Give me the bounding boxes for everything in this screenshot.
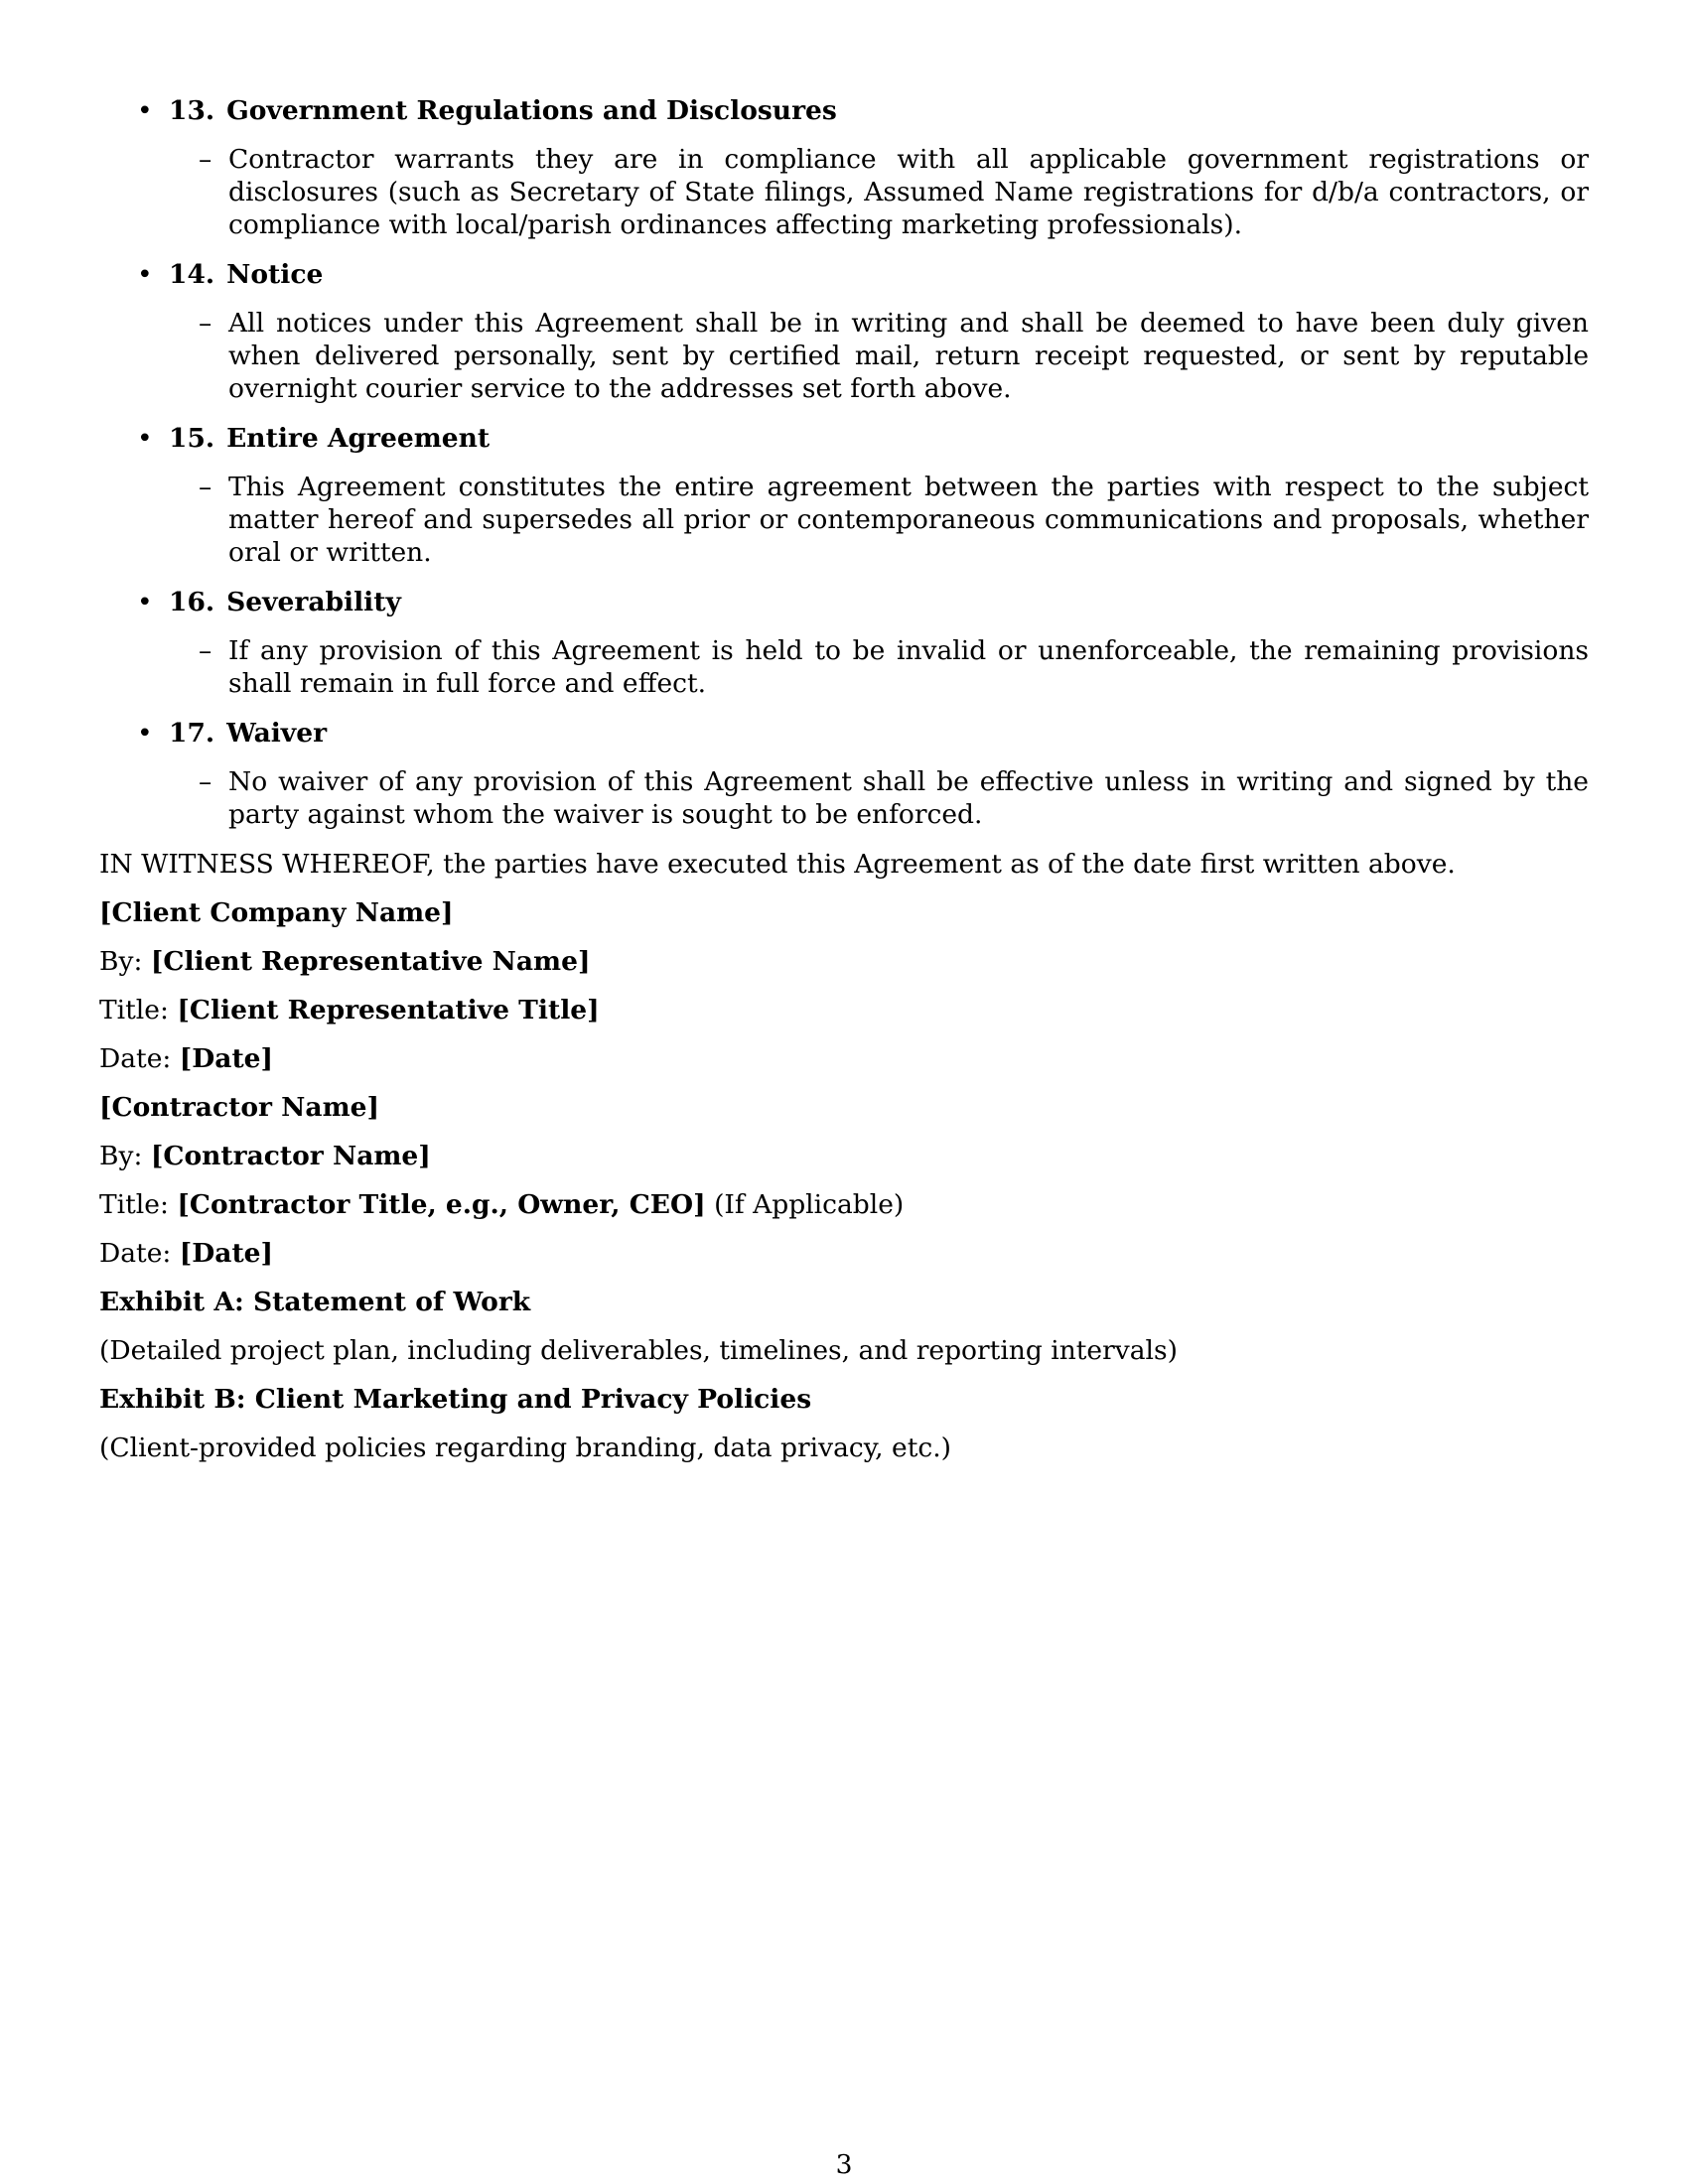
page-number: 3	[835, 2149, 853, 2180]
client-representative-title: [Client Representative Title]	[177, 995, 600, 1025]
dash-icon: –	[199, 766, 212, 797]
section-body: All notices under this Agreement shall be in writing and shall be deemed to have been duly given when delivered personally, sent by certified mail, return receipt requested, or sent by reputable overnight courier service to the addresses set forth above.	[228, 308, 1589, 404]
contractor-by-name: [Contractor Name]	[150, 1141, 431, 1171]
section-number: 17.	[169, 718, 215, 749]
section-item	[99, 143, 1589, 241]
dash-icon: –	[199, 144, 212, 175]
section-number: 13.	[169, 95, 215, 126]
section-heading	[99, 258, 1589, 291]
section-title: Severability	[226, 587, 401, 617]
client-date-line	[99, 1042, 1589, 1075]
client-title-label: Title:	[99, 995, 169, 1025]
bullet-icon: •	[137, 259, 153, 290]
contractor-by-line	[99, 1140, 1589, 1172]
section-item	[99, 765, 1589, 831]
witness-statement: IN WITNESS WHEREOF, the parties have executed this Agreement as of the date first written above.	[99, 849, 1456, 880]
bullet-icon: •	[137, 587, 153, 617]
client-by-line	[99, 945, 1589, 978]
section-body: No waiver of any provision of this Agreement shall be effective unless in writing and signed by the party against whom the waiver is sought to be enforced.	[228, 766, 1589, 830]
exhibit-b-description: (Client-provided policies regarding branding, data privacy, etc.)	[99, 1433, 951, 1463]
contractor-title-suffix: (If Applicable)	[714, 1189, 905, 1220]
section-title: Waiver	[226, 718, 328, 749]
dash-icon: –	[199, 472, 212, 502]
section-number: 15.	[169, 423, 215, 454]
contractor-name: [Contractor Name]	[99, 1092, 380, 1123]
section-number: 16.	[169, 587, 215, 617]
section-body: Contractor warrants they are in compliance with all applicable government registrations or disclosures (such as Secretary of State filings, Assumed Name registrations for d/b/a contractors, or compliance with local/parish ordinances affecting marketing professionals).	[228, 144, 1589, 240]
client-date-value: [Date]	[179, 1043, 274, 1074]
section-17	[99, 717, 1589, 831]
dash-icon: –	[199, 308, 212, 339]
bullet-icon: •	[137, 423, 153, 454]
section-13	[99, 94, 1589, 241]
bullet-icon: •	[137, 95, 153, 126]
contractor-title-label: Title:	[99, 1189, 169, 1220]
section-item	[99, 471, 1589, 569]
contractor-date-label: Date:	[99, 1238, 172, 1269]
section-heading	[99, 586, 1589, 618]
contractor-title-line	[99, 1188, 1589, 1221]
section-number: 14.	[169, 259, 215, 290]
client-by-label: By:	[99, 946, 143, 977]
bullet-icon: •	[137, 718, 153, 749]
dash-icon: –	[199, 635, 212, 666]
client-title-line	[99, 994, 1589, 1026]
document-page	[99, 94, 1589, 1480]
exhibit-a-description: (Detailed project plan, including deliverables, timelines, and reporting intervals)	[99, 1335, 1178, 1366]
exhibit-a-title: Exhibit A: Statement of Work	[99, 1287, 531, 1317]
contractor-date-value: [Date]	[179, 1238, 274, 1269]
client-representative-name: [Client Representative Name]	[150, 946, 591, 977]
exhibit-b-title: Exhibit B: Client Marketing and Privacy Policies	[99, 1384, 812, 1415]
contractor-by-label: By:	[99, 1141, 143, 1171]
section-15	[99, 422, 1589, 569]
section-16	[99, 586, 1589, 700]
section-item	[99, 307, 1589, 405]
client-date-label: Date:	[99, 1043, 172, 1074]
contractor-title-value: [Contractor Title, e.g., Owner, CEO]	[177, 1189, 706, 1220]
section-body: If any provision of this Agreement is held to be invalid or unenforceable, the remaining provisions shall remain in full force and effect.	[228, 635, 1589, 699]
section-heading	[99, 94, 1589, 127]
section-item	[99, 634, 1589, 700]
section-heading	[99, 717, 1589, 750]
section-title: Entire Agreement	[226, 423, 491, 454]
contractor-date-line	[99, 1237, 1589, 1270]
section-title: Notice	[226, 259, 324, 290]
section-title: Government Regulations and Disclosures	[226, 95, 837, 126]
client-company-name: [Client Company Name]	[99, 897, 454, 928]
section-14	[99, 258, 1589, 405]
section-body: This Agreement constitutes the entire agreement between the parties with respect to the subject matter hereof and supersedes all prior or contemporaneous communications and proposals, whether oral or written.	[228, 472, 1589, 568]
section-heading	[99, 422, 1589, 455]
